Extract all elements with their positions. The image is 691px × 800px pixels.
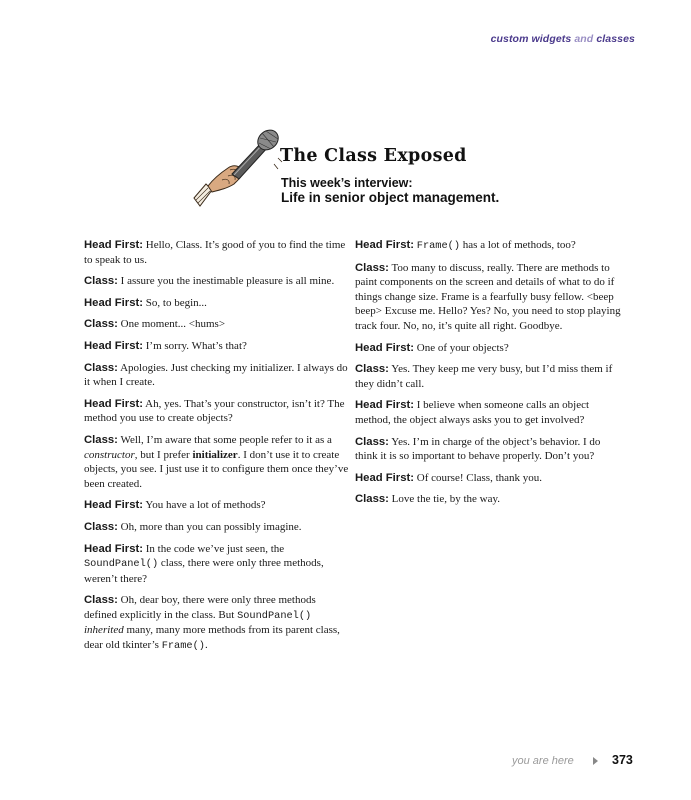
page-number: 373 [612, 753, 633, 767]
microphone-hand-icon [192, 128, 284, 210]
dialogue-text: . [204, 639, 208, 652]
page-title: The Class Exposed [280, 146, 467, 166]
speaker-label: Head First: [84, 397, 144, 410]
dialogue-paragraph [355, 471, 621, 486]
dialogue-text: I’m sorry. What’s that? [143, 339, 247, 352]
arrow-right-icon [593, 757, 598, 765]
dialogue-paragraph [84, 317, 350, 332]
dialogue-text: Hello, Class. It’s good of you to find the time to speak to us. [84, 239, 346, 266]
dialogue-paragraph [355, 435, 621, 464]
dialogue-paragraph [84, 520, 350, 535]
dialogue-text: Oh, dear boy, there were only three methods defined explicitly in the class. But [84, 594, 316, 621]
speaker-label: Class: [84, 361, 118, 374]
dialogue-paragraph [355, 398, 621, 427]
speaker-label: Head First: [355, 471, 415, 484]
speaker-label: Class: [355, 363, 389, 376]
dialogue-paragraph [355, 238, 621, 254]
dialogue-text: I believe when someone calls an object method, the object always asks you to get involved? [355, 399, 590, 426]
code-text: Frame() [416, 240, 461, 252]
interview-label: This week’s interview: [281, 176, 413, 190]
speaker-label: Class: [84, 594, 118, 607]
speaker-label: Head First: [355, 239, 415, 251]
dialogue-text: I assure you the inestimable pleasure is all mine. [117, 275, 335, 288]
dialogue-paragraph [355, 362, 621, 391]
speaker-label: Class: [84, 318, 118, 331]
dialogue-text: Yes. I’m in charge of the object’s behavior. I do think it is so important to behave properly. Don’t you? [355, 435, 601, 463]
dialogue-text: many, many more methods from its parent class, dear old tkinter’s [84, 624, 340, 652]
dialogue-text: Oh, more than you can possibly imagine. [117, 520, 302, 533]
header-part-2: and [574, 33, 594, 45]
speaker-label: Class: [355, 435, 389, 448]
dialogue-text: constructor [84, 448, 135, 461]
speaker-label: Head First: [355, 341, 415, 354]
dialogue-text: Ah, yes. That’s your constructor, isn’t it? The method you use to create objects? [84, 397, 345, 425]
dialogue-text: Well, I’m aware that some people refer to it as a [117, 433, 332, 446]
you-are-here-label: you are here [512, 755, 574, 767]
dialogue-text: You have a lot of methods? [143, 499, 266, 512]
dialogue-text: One moment... <hums> [117, 318, 226, 331]
dialogue-text: Love the tie, by the way. [388, 493, 501, 506]
dialogue-paragraph [84, 296, 350, 311]
speaker-label: Head First: [84, 499, 144, 512]
speaker-label: Class: [84, 520, 118, 533]
dialogue-paragraph [84, 361, 350, 390]
dialogue-text: In the code we’ve just seen, the [143, 542, 285, 555]
dialogue-text: initializer [192, 448, 238, 461]
speaker-label: Head First: [84, 239, 144, 251]
right-column [355, 238, 621, 514]
speaker-label: Class: [355, 493, 389, 506]
code-text: SoundPanel() [237, 609, 312, 622]
code-text: SoundPanel() [84, 558, 159, 571]
speaker-label: Head First: [84, 542, 144, 555]
dialogue-text: . I don’t use it to create objects, you see. I just use it to configure them once they’ve been created. [84, 448, 349, 490]
dialogue-paragraph [84, 397, 350, 426]
dialogue-paragraph [84, 433, 350, 491]
code-text: Frame() [161, 640, 205, 653]
dialogue-paragraph [355, 492, 621, 507]
dialogue-text: class, there were only three methods, weren’t there? [84, 557, 324, 585]
dialogue-text: has a lot of methods, too? [460, 239, 576, 251]
dialogue-text: Too many to discuss, really. There are methods to paint components on the screen and details of what to do if things change size. Frame is a fearfully busy fellow. <beep beep> Excuse me. Hello? Yes? No, you need to stop playing track four. No, no, it’s quite all right. Goodbye. [355, 261, 621, 332]
speaker-label: Class: [355, 261, 389, 274]
dialogue-paragraph [84, 339, 350, 354]
speaker-label: Class: [84, 275, 118, 288]
dialogue-text: So, to begin... [143, 296, 207, 309]
dialogue-paragraph [84, 238, 350, 267]
dialogue-text: Of course! Class, thank you. [414, 471, 543, 484]
dialogue-paragraph [355, 341, 621, 356]
left-column [84, 238, 350, 661]
interview-topic: Life in senior object management. [281, 190, 500, 205]
running-header [491, 33, 635, 45]
dialogue-paragraph [84, 498, 350, 513]
speaker-label: Head First: [84, 339, 144, 352]
dialogue-paragraph [84, 274, 350, 289]
speaker-label: Head First: [355, 399, 415, 412]
speaker-label: Head First: [84, 296, 144, 309]
dialogue-paragraph [355, 261, 621, 334]
dialogue-text: , but I prefer [134, 448, 193, 461]
header-part-1: custom widgets [490, 33, 572, 45]
dialogue-text: Yes. They keep me very busy, but I’d miss them if they didn’t call. [355, 363, 613, 390]
dialogue-paragraph [84, 542, 350, 587]
dialogue-text: Apologies. Just checking my initializer. I always do it when I create. [84, 361, 348, 389]
dialogue-text: inherited [84, 624, 124, 637]
speaker-label: Class: [84, 433, 118, 446]
dialogue-text: One of your objects? [414, 341, 509, 354]
dialogue-paragraph [84, 593, 350, 653]
header-part-3: classes [596, 33, 635, 45]
